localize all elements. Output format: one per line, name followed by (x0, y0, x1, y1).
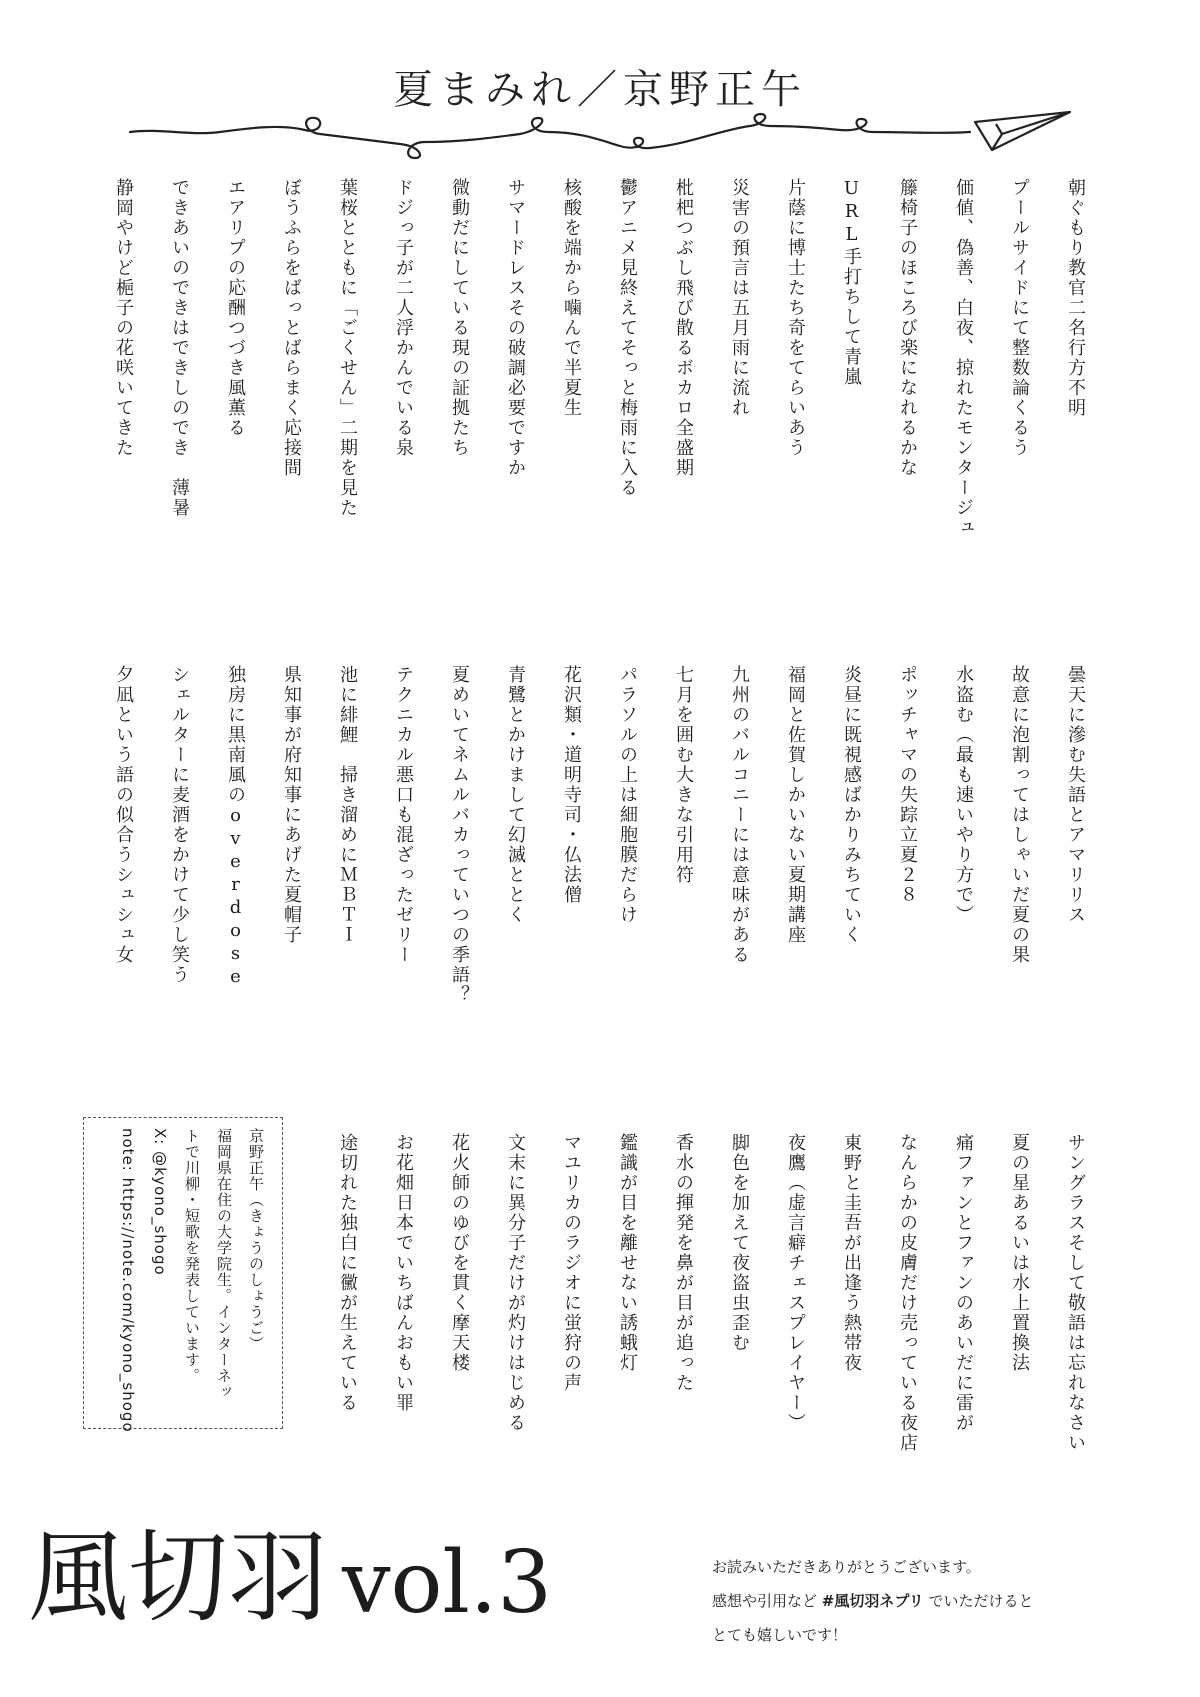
poem-line: 葉桜とともに「ごくせん」二期を見た (337, 178, 358, 518)
poem-line: URL手打ちして青嵐 (841, 178, 862, 387)
poem-column-group-lower (324, 1133, 1098, 1473)
paper-plane-icon (975, 112, 1070, 150)
poem-line: 静岡やけど梔子の花咲いてきた (113, 178, 134, 458)
author-note-link[interactable]: note: https://note.com/kyono_shogo (119, 1128, 137, 1433)
poem-line: 花沢類・道明寺司・仏法僧 (561, 665, 582, 905)
poem-line: 故意に泡割ってはしゃいだ夏の果 (1009, 665, 1030, 965)
poem-line: 朝ぐもり教官二名行方不明 (1065, 178, 1086, 418)
poem-line: ぼうふらをばっとばらまく応接間 (281, 178, 302, 478)
wavy-line-paper-plane-decoration (120, 110, 1100, 180)
author-x-handle[interactable]: X: @kyono_shogo (151, 1128, 169, 1276)
poem-line: 福岡と佐賀しかいない夏期講座 (785, 665, 806, 945)
poem-line: 鬱アニメ見終えてそっと梅雨に入る (617, 178, 638, 498)
poem-line: 独房に黒南風のoverdose (225, 665, 246, 989)
poem-line: 災害の預言は五月雨に流れ (729, 178, 750, 418)
poem-line: 夏めいてネムルバカっていつの季語？ (449, 665, 470, 1005)
poem-line: 青鷺とかけまして幻滅ととく (505, 665, 526, 925)
poem-line: 途切れた独白に黴が生えている (337, 1133, 358, 1413)
poem-line: 香水の揮発を鼻が目が追った (673, 1133, 694, 1393)
author-bio: 福岡県在住の大学院生。インターネッ (215, 1128, 233, 1400)
poem-line: 七月を囲む大きな引用符 (673, 665, 694, 885)
hashtag-link[interactable]: #風切羽ネプリ (821, 1592, 924, 1610)
poem-line: 池に緋鯉 掃き溜めにＭＢＴＩ (337, 665, 358, 945)
poem-line: 九州のバルコニーには意味がある (729, 665, 750, 965)
poem-line: 夜鷹（虚言癖チェスプレイヤー） (785, 1133, 806, 1433)
poem-line: サングラスそして敬語は忘れなさい (1065, 1133, 1086, 1453)
poem-line: 片蔭に博士たち奇をてらいあう (785, 178, 806, 458)
poem-line: シェルターに麦酒をかけて少し笑う (169, 665, 190, 985)
poem-line: 文末に異分子だけが灼けはじめる (505, 1133, 526, 1433)
page-title: 夏まみれ／京野正午 (393, 67, 807, 113)
poem-line: エアリプの応酬つづき風薫る (225, 178, 246, 438)
poem-column-group-upper (100, 178, 1098, 630)
poem-line: プールサイドにて整数論くるう (1009, 178, 1030, 458)
poem-line: 夕凪という語の似合うシュシュ女 (113, 665, 134, 965)
poem-line: 曇天に滲む失語とアマリリス (1065, 665, 1086, 925)
poem-column-group-middle (100, 665, 1098, 1085)
thanks-text: でいただけると (923, 1592, 1034, 1610)
author-bio: トで川柳・短歌を発表しています。 (183, 1128, 201, 1384)
poem-line: できあいのできはできしのでき 薄暑 (169, 178, 190, 518)
thanks-line (712, 1584, 1182, 1618)
magazine-name: 風切羽 (28, 1519, 328, 1636)
thanks-line: お読みいただきありがとうございます。 (712, 1558, 981, 1576)
magazine-volume: vol.3 (342, 1533, 552, 1633)
poem-line: 枇杷つぶし飛び散るボカロ全盛期 (673, 178, 694, 478)
poem-line: テクニカル悪口も混ざったゼリー (393, 665, 414, 965)
author-profile-box (83, 1117, 283, 1433)
poem-line: パラソルの上は細胞膜だらけ (617, 665, 638, 925)
poem-line: ポッチャマの失踪立夏２８ (897, 665, 918, 905)
poem-line: マユリカのラジオに蛍狩の声 (561, 1133, 582, 1393)
poem-line: 価値、偽善、白夜、掠れたモンタージュ (953, 178, 974, 538)
poem-line: 核酸を端から噛んで半夏生 (561, 178, 582, 418)
thanks-line: とても嬉しいです！ (712, 1626, 848, 1644)
poem-line: 痛ファンとファンのあいだに雷が (953, 1133, 974, 1433)
poem-line: 籐椅子のほころび楽になれるかな (897, 178, 918, 478)
poem-line: 花火師のゆびを貫く摩天楼 (449, 1133, 470, 1373)
poem-line: ドジっ子が二人浮かんでいる泉 (393, 178, 414, 458)
poem-line: 県知事が府知事にあげた夏帽子 (281, 665, 302, 945)
author-name: 京野正午（きょうのしょうご） (247, 1128, 265, 1352)
poem-line: 脚色を加えて夜盗虫歪む (729, 1133, 750, 1353)
poem-line: 水盗む（最も速いやり方で） (953, 665, 974, 925)
poem-line: 東野と圭吾が出逢う熱帯夜 (841, 1133, 862, 1373)
wavy-line (130, 114, 970, 158)
magazine-title (28, 1519, 552, 1636)
poem-line: サマードレスその破調必要ですか (505, 178, 526, 478)
poem-line: なんらかの皮膚だけ売っている夜店 (897, 1133, 918, 1453)
thanks-message (712, 1550, 1182, 1652)
poem-line: 微動だにしている現の証拠たち (449, 178, 470, 458)
poem-line: 鑑識が目を離せない誘蛾灯 (617, 1133, 638, 1373)
thanks-text: 感想や引用など (712, 1592, 822, 1610)
poem-line: 夏の星あるいは水上置換法 (1009, 1133, 1030, 1373)
poem-line: お花畑日本でいちばんおもい罪 (393, 1133, 414, 1413)
poem-line: 炎昼に既視感ばかりみちていく (841, 665, 862, 945)
